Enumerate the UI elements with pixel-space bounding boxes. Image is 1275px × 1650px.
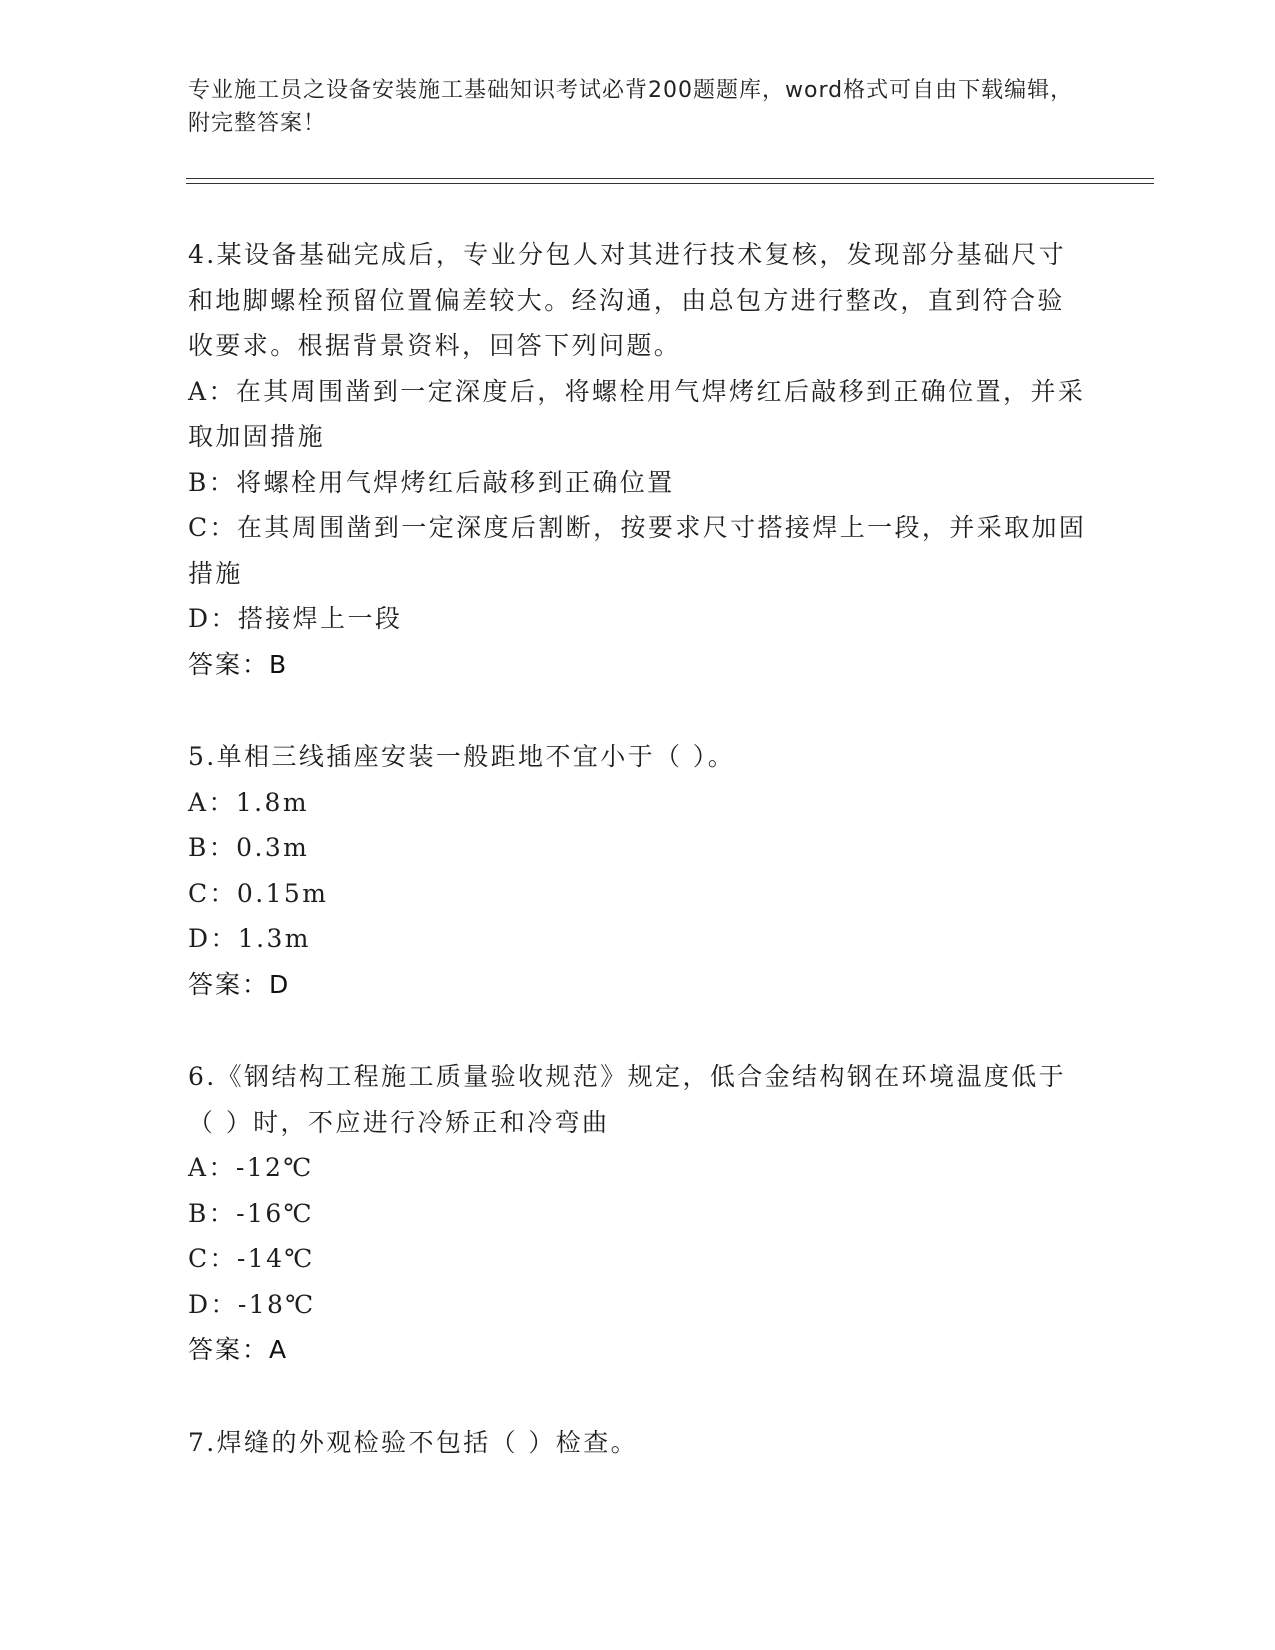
- option-c: C：0.15m: [188, 878, 329, 908]
- question-block: [188, 1420, 1088, 1466]
- answer-line: 答案：B: [188, 649, 289, 679]
- question-list: [188, 232, 1088, 1465]
- option-c: C：-14℃: [188, 1244, 315, 1273]
- header-divider-bottom: [186, 183, 1154, 184]
- option-a: A：在其周围凿到一定深度后，将螺栓用气焊烤红后敲移到正确位置，并采取加固措施: [188, 376, 1086, 451]
- question-block: [188, 1054, 1088, 1373]
- question-stem: 6.《钢结构工程施工质量验收规范》规定，低合金结构钢在环境温度低于（ ）时，不应进行冷矫正和冷弯曲: [188, 1062, 1067, 1137]
- answer-line: 答案：D: [188, 969, 291, 999]
- option-d: D：-18℃: [188, 1289, 316, 1319]
- option-a: A：1.8m: [188, 787, 309, 817]
- answer-line: 答案：A: [188, 1335, 289, 1364]
- question-block: [188, 232, 1088, 687]
- question-block: [188, 734, 1088, 1007]
- document-header: 专业施工员之设备安装施工基础知识考试必背200题题库，word格式可自由下载编辑，附完整答案！: [188, 78, 1074, 136]
- question-spacer: [188, 1007, 1088, 1054]
- option-d: D：1.3m: [188, 924, 311, 953]
- question-spacer: [188, 687, 1088, 734]
- option-a: A：-12℃: [188, 1153, 314, 1182]
- question-stem: 7.焊缝的外观检验不包括（ ）检查。: [188, 1427, 639, 1457]
- option-b: B：将螺栓用气焊烤红后敲移到正确位置: [188, 467, 675, 497]
- header-divider-top: [186, 178, 1154, 179]
- option-b: B：-16℃: [188, 1198, 314, 1228]
- question-stem: 5.单相三线插座安装一般距地不宜小于（ ）。: [188, 742, 736, 771]
- question-stem: 4.某设备基础完成后，专业分包人对其进行技术复核，发现部分基础尺寸和地脚螺栓预留位置偏差较大。经沟通，由总包方进行整改，直到符合验收要求。根据背景资料，回答下列问题。: [188, 240, 1067, 360]
- option-b: B：0.3m: [188, 833, 310, 862]
- option-d: D：搭接焊上一段: [188, 604, 403, 633]
- option-c: C：在其周围凿到一定深度后割断，按要求尺寸搭接焊上一段，并采取加固措施: [188, 513, 1087, 588]
- question-spacer: [188, 1373, 1088, 1420]
